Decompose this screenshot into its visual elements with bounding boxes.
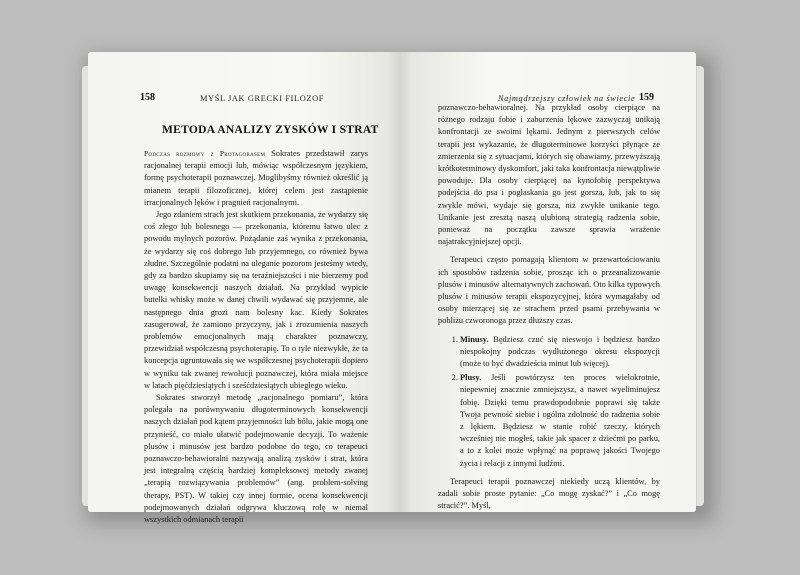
left-page bbox=[88, 52, 400, 525]
paragraph: Terapeuci często pomagają klientom w przewartościowaniu ich sposobów radzenia sobie, prosząc ich o przeanalizowanie plusów i minusów alternatywnych zachowań. Oto kilka typowych plusów i minusów terapii ekspozycyjnej, która wymagałaby od osoby mierzącej się ze strachem przed psami przebywania w pobliżu czworonoga przez dłuższy czas. bbox=[438, 255, 660, 326]
paragraph bbox=[144, 148, 368, 209]
page-number-left: 158 bbox=[140, 92, 155, 103]
left-page-body bbox=[144, 148, 368, 526]
list-item-text: Jeśli powtórzysz ten proces wielokrotnie, niepewniej znacznie zmniejszysz, a nawet wyeliminujesz fobię. Dzięki temu prawdopodobnie poprawi się także Twoja pewność siebie i ogólna zdolność do radzenia sobie z lękiem. Będziesz w stanie robić rzeczy, których wcześniej nie mogłeś, takie jak spacer z dziećmi po parku, a to z kolei może wpłynąć na poprawę jakości Twojego życia i relacji z innymi ludźmi. bbox=[460, 373, 660, 468]
paragraph: Sokrates stworzył metodę „racjonalnego pomiaru”, która polegała na porównywaniu długoterminowych konsekwencji naszych działań pod kątem przyjemności lub bólu, jakie mogą one przynieść, co miało ułatwić podejmowanie decyzji. To ważenie plusów i minusów jest bardzo podobne do tego, co terapeuci poznawczo-behawioralni nazywają analizą zysków i strat, która jest integralną częścią bardziej kompleksowej metody zwanej „terapią rozwiązywania problemów” (ang. problem-solving therapy, PST). W takiej czy innej formie, ocena konsekwencji podejmowanych działań odgrywa kluczową rolę w niemal wszystkich odmianach terapii bbox=[144, 393, 368, 525]
paragraph: Jego zdaniem strach jest skutkiem przekonania, że wydarzy się coś złego lub bolesnego — przekonania, któremu łatwo ulec z powodu mylnych pozorów. Pożądanie zaś wynika z przekonania, że wydarzy się coś dobrego lub przyjemnego, co również bywa złudne. Szczególnie podatni na uleganie pozorom jesteśmy wtedy, gdy za bardzo skupiamy się na teraźniejszości i nie bierzemy pod uwagę konsekwencji naszych działań. Na przykład wypicie butelki whisky może w danej chwili wydawać się przyjemne, ale następnego dnia grozi nam bolesny kac. Kiedy Sokrates zasugerował, że zamiono przyczyny, jak i zrozumienia naszych problemów emocjonalnych mają charakter poznawczy, przewidział współczesną psychoterapię. To o tyle niezwykłe, że ta koncepcja ugruntowała się we współczesnej psychoterapii dopiero w wyniku tak zwanej rewolucji poznawczej, która miała miejsce w latach pięćdziesiątych i sześćdziesiątych ubiegłego wieku. bbox=[144, 210, 368, 390]
paragraph: Terapeuci terapii poznawczej niekiedy uczą klientów, by zadali sobie proste pytanie: „Co mogę zyskać?” i „Co mogę stracić?”. Myśl, bbox=[438, 476, 660, 511]
list-item-label: Minusy. bbox=[460, 334, 489, 344]
list-item bbox=[460, 334, 660, 371]
pros-cons-list bbox=[438, 334, 660, 470]
right-page-edge bbox=[696, 66, 704, 506]
right-page-body bbox=[438, 102, 660, 513]
paragraph-text: Sokrates przedstawił zarys racjonalnej terapii emocji lub, mówiąc współczesnym językiem, formę psychoterapii poznawczej. Moglibyśmy również określić ją mianem terapii filozoficznej, której celem jest zastąpienie irracjonalnych lęków i pragnień racjonalnymi. bbox=[144, 149, 368, 207]
running-head-left: MYŚL JAK GRECKI FILOZOF bbox=[200, 94, 324, 103]
lead-in: Podczas rozmowy z Protagorasem bbox=[144, 149, 266, 158]
right-page bbox=[400, 52, 696, 512]
list-item bbox=[460, 372, 660, 470]
list-item-text: Będziesz czuć się nieswojo i będziesz bardzo niespokojny podczas wydłużonego okresu ekspozycji (może to być dwadzieścia minut lub więcej). bbox=[460, 334, 660, 369]
paragraph: poznawczo-behawioralnej. Na przykład osoby cierpiące na różnego rodzaju fobie i zaburzenia lękowe zazwyczaj unikają konfrontacji ze swoimi lękami. Jednym z pierwszych celów terapii jest wykazanie, że długoterminowe korzyści płynące ze zmierzenia się z sytuacjami, których się obawiamy, przewyższają krótkoterminowy dyskomfort, jaki taka konfrontacja niewątpliwie powoduje. Dla osoby cierpiącej na kynofobię perspektywa podejścia do psa i pogłaskania go jest gorsza, lub, jak to się zwykle mówi, wydaje się gorsza, niż zwykłe unikanie tego. Unikanie jest zresztą naszą ulubioną strategią radzenia sobie, ponieważ na początku zawsze sprawia wrażenie najatrakcyjniejszej opcji. bbox=[438, 103, 660, 247]
running-head-right: Najmądrzejszy człowiek na świecie bbox=[498, 94, 636, 103]
list-item-label: Plusy. bbox=[460, 373, 482, 383]
page-number-right: 159 bbox=[639, 92, 654, 103]
section-heading: METODA ANALIZY ZYSKÓW I STRAT bbox=[162, 124, 379, 136]
